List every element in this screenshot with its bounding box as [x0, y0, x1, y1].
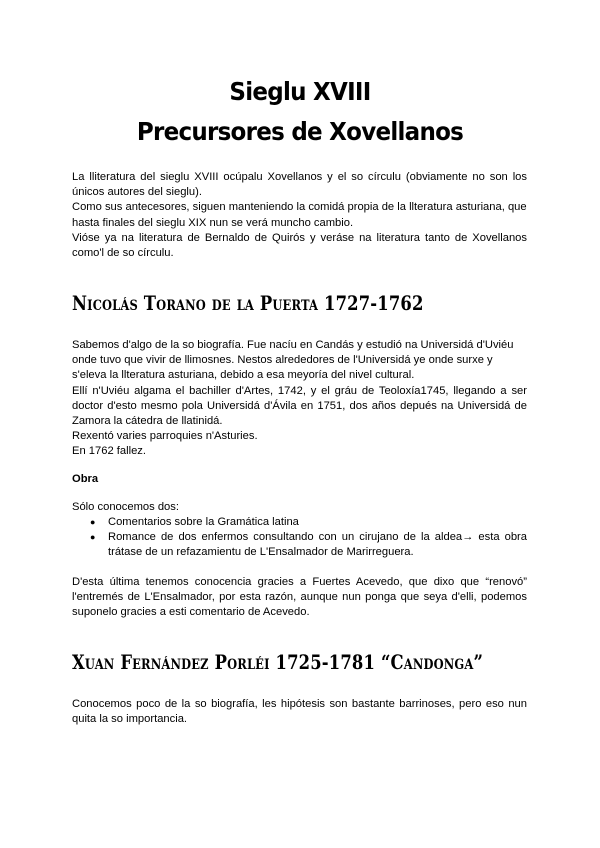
works-closing-paragraph: D'esta última tenemos conocencia gracies a Fuertes Acevedo, que dixo que “renovó” l'entremés de L'Ensalmador, por esta razón, aunque nun ponga que seya d'elli, podemos suponelo gracies a esti comentario de Acevedo.: [72, 576, 527, 619]
section-heading-torano: Nicolás Torano de la Puerta 1727-1762: [72, 291, 424, 315]
work-title-2: Romance de dos enfermos consultando con un cirujano de la aldea→ esta obra trátase de un refazamientu de L'Ensalmador de Marirreguera.: [108, 531, 527, 559]
page-title-line-1: Sieglu XVIII: [229, 77, 371, 106]
list-item: [72, 530, 527, 560]
intro-text-3: Vióse ya na literatura de Bernaldo de Quirós y veráse na literatura tanto de Xovellanos como'l de so círculu.: [72, 231, 527, 260]
works-heading: Obra: [72, 473, 99, 485]
torano-bio-1: Sabemos d'algo de la so biografía. Fue nacíu en Candás y estudió na Universidá d'Uviéu onde tuvo que vivir de llimosnes. Nestos alrededores de l'Universidá ye onde surxe y s'eleva la llteratura asturiana, debido a esa meyoría del nivel cultural.: [72, 339, 514, 382]
list-item: [72, 515, 527, 530]
bullet-icon: ●: [90, 532, 96, 543]
section-heading-porlei: Xuan Fernández Porléi 1725-1781 “Candonga”: [72, 650, 484, 674]
torano-bio-3: Rexentó varies parroquies n'Asturies.: [72, 430, 258, 443]
work-title-1: Comentarios sobre la Gramática latina: [108, 516, 299, 528]
porlei-biography: Conocemos poco de la so biografía, les hipótesis son bastante barrinoses, pero eso nun quita la so importancia.: [72, 698, 527, 726]
works-intro: Sólo conocemos dos:: [72, 501, 179, 513]
intro-text-1: La lliteratura del sieglu XVIII ocúpalu Xovellanos y el so círculu (obviamente no son los únicos autores del sieglu).: [72, 171, 527, 199]
page-title-line-2: Precursores de Xovellanos: [136, 117, 464, 146]
torano-bio-4: En 1762 fallez.: [72, 445, 147, 458]
bullet-icon: ●: [90, 517, 96, 527]
torano-biography: [72, 338, 527, 460]
intro-paragraph: [72, 170, 527, 261]
works-list: [72, 515, 527, 561]
torano-bio-2: Ellí n'Uviéu algama el bachiller d'Artes, 1742, y el gráu de Teoloxía1745, llegando a ser doctor d'esto mesmo pola Universidá d'Ávila en 1751, dos años depués na Universidá de Zamora la cátedra de llatinidá.: [72, 384, 527, 428]
intro-text-2: Como sus antecesores, siguen manteniendo la comidá propia de la llteratura asturiana, que hasta finales del sieglu XIX nun se verá muncho cambio.: [72, 201, 527, 229]
